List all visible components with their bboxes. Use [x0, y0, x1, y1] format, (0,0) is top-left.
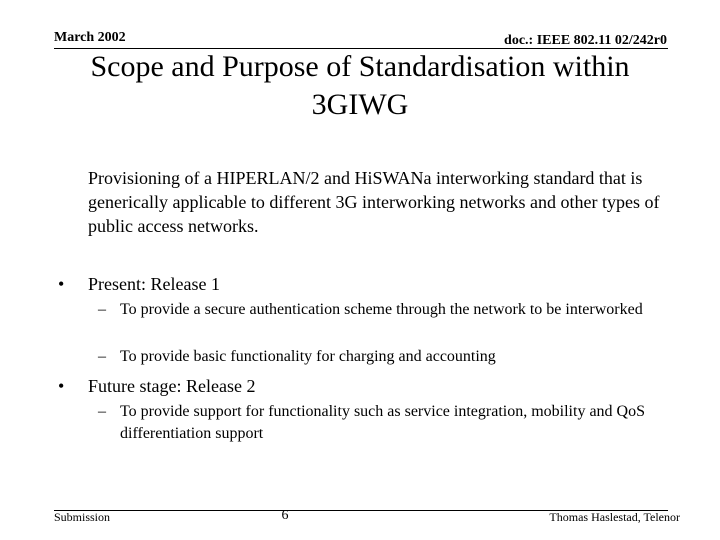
header-doc-id: doc.: IEEE 802.11 02/242r0: [504, 33, 667, 48]
sub-bullet-text: To provide a secure authentication scheme through the network to be interworked: [120, 301, 643, 318]
intro-paragraph: Provisioning of a HIPERLAN/2 and HiSWANa interworking standard that is generically applicable to different 3G interworking networks and other types of public access networks.: [88, 168, 660, 236]
sub-bullet-marker: –: [98, 403, 106, 420]
header-date: March 2002: [54, 30, 126, 45]
footer-author: Thomas Haslestad, Telenor: [549, 510, 680, 524]
bullet-text: Future stage: Release 2: [88, 376, 256, 396]
sub-bullet-text: To provide support for functionality such as service integration, mobility and QoS differentiation support: [120, 403, 645, 442]
bullet-marker: •: [58, 274, 65, 294]
sub-bullet-text: To provide basic functionality for charging and accounting: [120, 348, 496, 365]
bullet-text: Present: Release 1: [88, 274, 220, 294]
footer-page-number: 6: [281, 508, 289, 523]
sub-bullet-marker: –: [98, 348, 106, 365]
slide-title: Scope and Purpose of Standardisation within 3GIWG: [90, 50, 630, 121]
bullet-marker: •: [58, 376, 65, 396]
sub-bullet-marker: –: [98, 301, 106, 318]
footer-submission: Submission: [54, 510, 111, 524]
